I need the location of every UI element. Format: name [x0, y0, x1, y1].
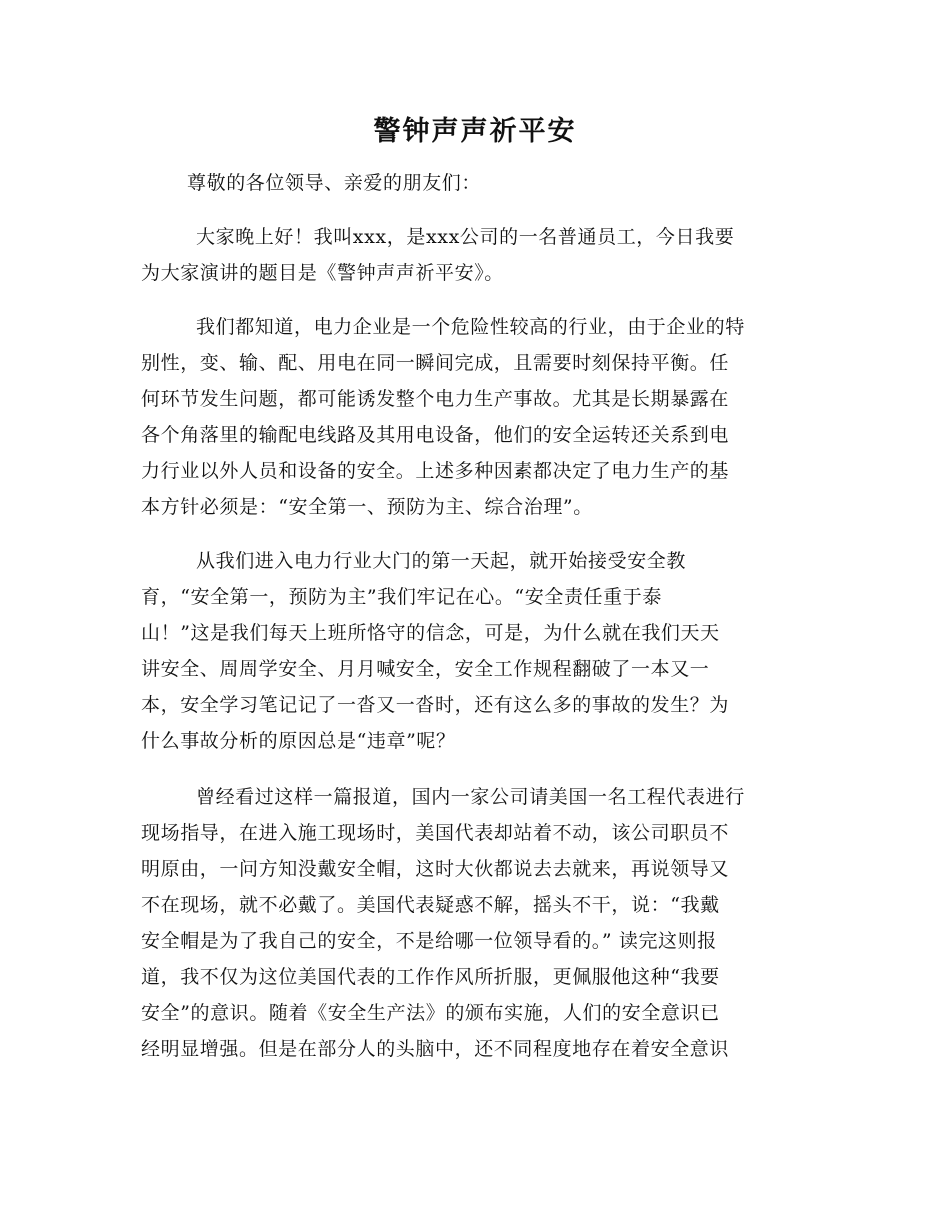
paragraph-line: 何环节发生问题，都可能诱发整个电力生产事故。尤其是长期暴露在: [141, 388, 730, 410]
paragraph-line: 曾经看过这样一篇报道，国内一家公司请美国一名工程代表进行: [196, 786, 745, 808]
paragraph-line: 从我们进入电力行业大门的第一天起，就开始接受安全教: [196, 550, 687, 572]
paragraph-line: 安全帽是为了我自己的安全，不是给哪一位领导看的。” 读完这则报: [141, 930, 717, 952]
paragraph-line: 山！”这是我们每天上班所恪守的信念，可是，为什么就在我们天天: [141, 622, 720, 644]
paragraph-line: 现场指导，在进入施工现场时，美国代表却站着不动，该公司职员不: [141, 822, 730, 844]
greeting: 尊敬的各位领导、亲爱的朋友们：: [187, 172, 482, 194]
paragraph-line: 本方针必须是：“安全第一、预防为主、综合治理”。: [141, 496, 593, 518]
paragraph-line: 我们都知道，电力企业是一个危险性较高的行业，由于企业的特: [196, 316, 745, 338]
paragraph-line: 本，安全学习笔记记了一沓又一沓时，还有这么多的事故的发生？为: [141, 694, 730, 716]
page-title: 警钟声声祈平安: [373, 116, 577, 147]
paragraph-line: 大家晚上好！我叫xxx，是xxx公司的一名普通员工，今日我要: [196, 226, 735, 248]
paragraph-line: 什么事故分析的原因总是“违章”呢？: [141, 730, 456, 752]
paragraph-line: 明原由，一问方知没戴安全帽，这时大伙都说去去就来，再说领导又: [141, 858, 730, 880]
paragraph-line: 育，“安全第一，预防为主”我们牢记在心。“安全责任重于泰: [141, 586, 662, 608]
paragraph-line: 不在现场，就不必戴了。美国代表疑惑不解，摇头不干，说：“我戴: [141, 894, 720, 916]
paragraph-line: 各个角落里的输配电线路及其用电设备，他们的安全运转还关系到电: [141, 424, 730, 446]
paragraph-line: 经明显增强。但是在部分人的头脑中，还不同程度地存在着安全意识: [141, 1038, 730, 1060]
paragraph-line: 安全”的意识。随着《安全生产法》的颁布实施，人们的安全意识已: [141, 1002, 720, 1024]
paragraph-line: 力行业以外人员和设备的安全。上述多种因素都决定了电力生产的基: [141, 460, 730, 482]
paragraph-line: 别性，变、输、配、用电在同一瞬间完成，且需要时刻保持平衡。任: [141, 352, 730, 374]
paragraph-line: 讲安全、周周学安全、月月喊安全，安全工作规程翻破了一本又一: [141, 658, 710, 680]
paragraph-line: 道，我不仅为这位美国代表的工作作风所折服，更佩服他这种“我要: [141, 966, 720, 988]
paragraph-line: 为大家演讲的题目是《警钟声声祈平安》。: [141, 262, 504, 284]
